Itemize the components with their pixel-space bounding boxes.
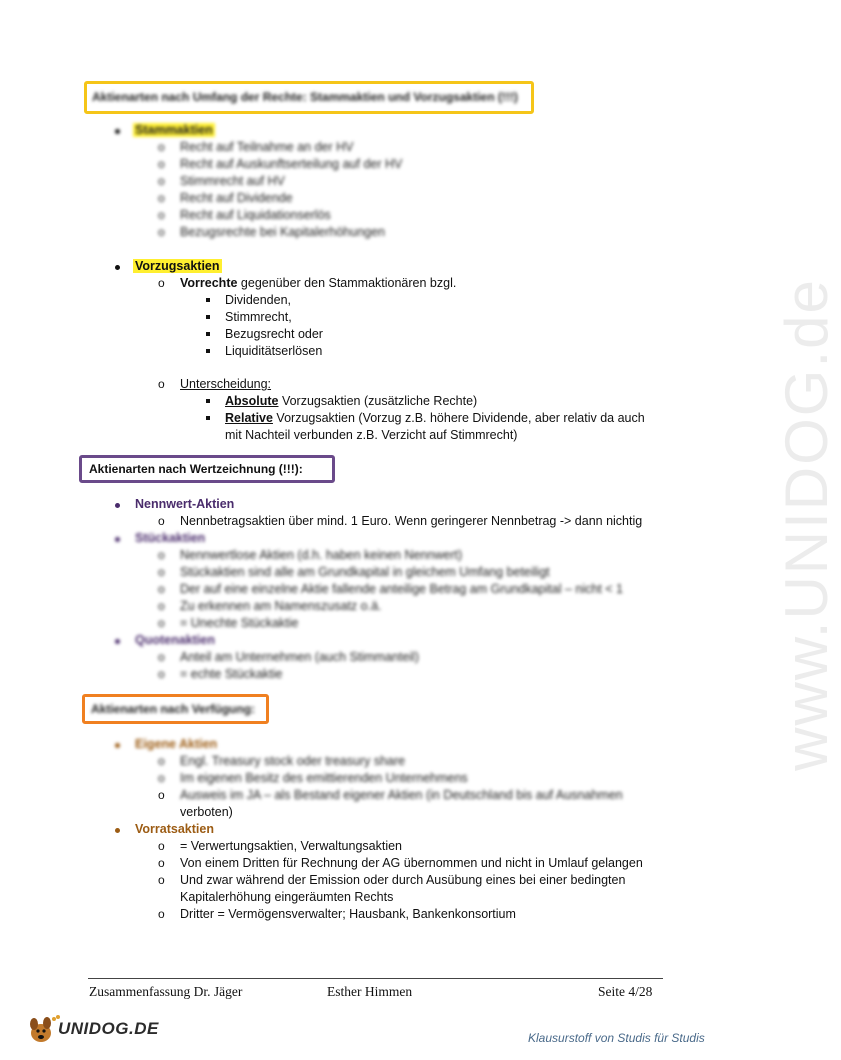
list-item: Recht auf Auskunftserteilung auf der HV (180, 157, 403, 171)
list-item: Im eigenen Besitz des emittierenden Unternehmens (180, 771, 468, 785)
logo-text: UNIDOG.DE (58, 1019, 159, 1038)
stammaktien-label: Stammaktien (135, 123, 213, 137)
vorzugsaktien-label: Vorzugsaktien (135, 259, 220, 273)
nennwert-label: Nennwert-Aktien (135, 497, 235, 511)
sub-item: Liquiditätserlösen (225, 344, 323, 358)
list-item: Von einem Dritten für Rechnung der AG übernommen und nicht in Umlauf gelangen (180, 856, 643, 870)
list-item: Nennwertlose Aktien (d.h. haben keinen Nennwert) (180, 548, 463, 562)
sub-item: Bezugsrecht oder (225, 327, 323, 341)
bullet (115, 129, 120, 134)
bullet (115, 743, 120, 748)
watermark-text: www.UNIDOG.de (772, 278, 840, 771)
list-item: = Verwertungsaktien, Verwaltungsaktien (180, 839, 403, 853)
bullet (115, 503, 120, 508)
footer-right: Seite 4/28 (598, 984, 653, 999)
unterscheidung-label: Unterscheidung: (180, 377, 272, 391)
tagline: Klausurstoff von Studis für Studis (528, 1031, 705, 1045)
bullet (115, 639, 120, 644)
vorrechte-line: Vorrechte gegenüber den Stammaktionären bzgl. (180, 276, 457, 290)
bullet (115, 537, 120, 542)
footer-left: Zusammenfassung Dr. Jäger (89, 984, 243, 999)
list-item: = echte Stückaktie (180, 667, 283, 681)
list-item: Anteil am Unternehmen (auch Stimmanteil) (180, 650, 419, 664)
sub-item: Stimmrecht, (225, 310, 292, 324)
list-item: Und zwar während der Emission oder durch Ausübung eines bei einer bedingten (180, 873, 626, 887)
absolute-line: Absolute Vorzugsaktien (zusätzliche Rechte) (225, 394, 478, 408)
section2-title: Aktienarten nach Wertzeichnung (!!!): (89, 462, 303, 476)
list-item: Recht auf Teilnahme an der HV (180, 140, 354, 154)
list-item: Nennbetragsaktien über mind. 1 Euro. Wenn geringerer Nennbetrag -> dann nichtig (180, 514, 643, 528)
footer-divider (88, 978, 663, 979)
quoten-label: Quotenaktien (135, 633, 215, 647)
list-item: Stimmrecht auf HV (180, 174, 285, 188)
bullet (115, 828, 120, 833)
list-item: Dritter = Vermögensverwalter; Hausbank, Bankenkonsortium (180, 907, 516, 921)
section3-title: Aktienarten nach Verfügung: (91, 702, 256, 716)
list-item: Ausweis im JA – als Bestand eigener Aktien (in Deutschland bis auf Ausnahmen (180, 788, 623, 802)
list-item: Bezugsrechte bei Kapitalerhöhungen (180, 225, 386, 239)
stueck-label: Stückaktien (135, 531, 206, 545)
bullet (115, 265, 120, 270)
footer-center: Esther Himmen (327, 984, 413, 999)
list-item-cont: Kapitalerhöhung eingeräumten Rechts (180, 890, 394, 904)
vorrat-label: Vorratsaktien (135, 822, 214, 836)
eigene-label: Eigene Aktien (135, 737, 218, 751)
list-item: Der auf eine einzelne Aktie fallende anteilige Betrag am Grundkapital – nicht < 1 (180, 582, 623, 596)
relative-line-2: mit Nachteil verbunden z.B. Verzicht auf Stimmrecht) (225, 428, 518, 442)
list-item: Recht auf Dividende (180, 191, 293, 205)
list-item: Recht auf Liquidationserlös (180, 208, 331, 222)
relative-line: Relative Vorzugsaktien (Vorzug z.B. höhere Dividende, aber relativ da auch (225, 411, 645, 425)
list-item: Zu erkennen am Namenszusatz o.ä. (180, 599, 382, 613)
list-item: Stückaktien sind alle am Grundkapital in gleichem Umfang beteiligt (180, 565, 550, 579)
list-item: = Unechte Stückaktie (180, 616, 299, 630)
section1-title: Aktienarten nach Umfang der Rechte: Stammaktien und Vorzugsaktien (!!!) (92, 90, 518, 104)
list-item: Engl. Treasury stock oder treasury share (180, 754, 406, 768)
list-item-cont: verboten) (180, 805, 233, 819)
sub-item: Dividenden, (225, 293, 292, 307)
